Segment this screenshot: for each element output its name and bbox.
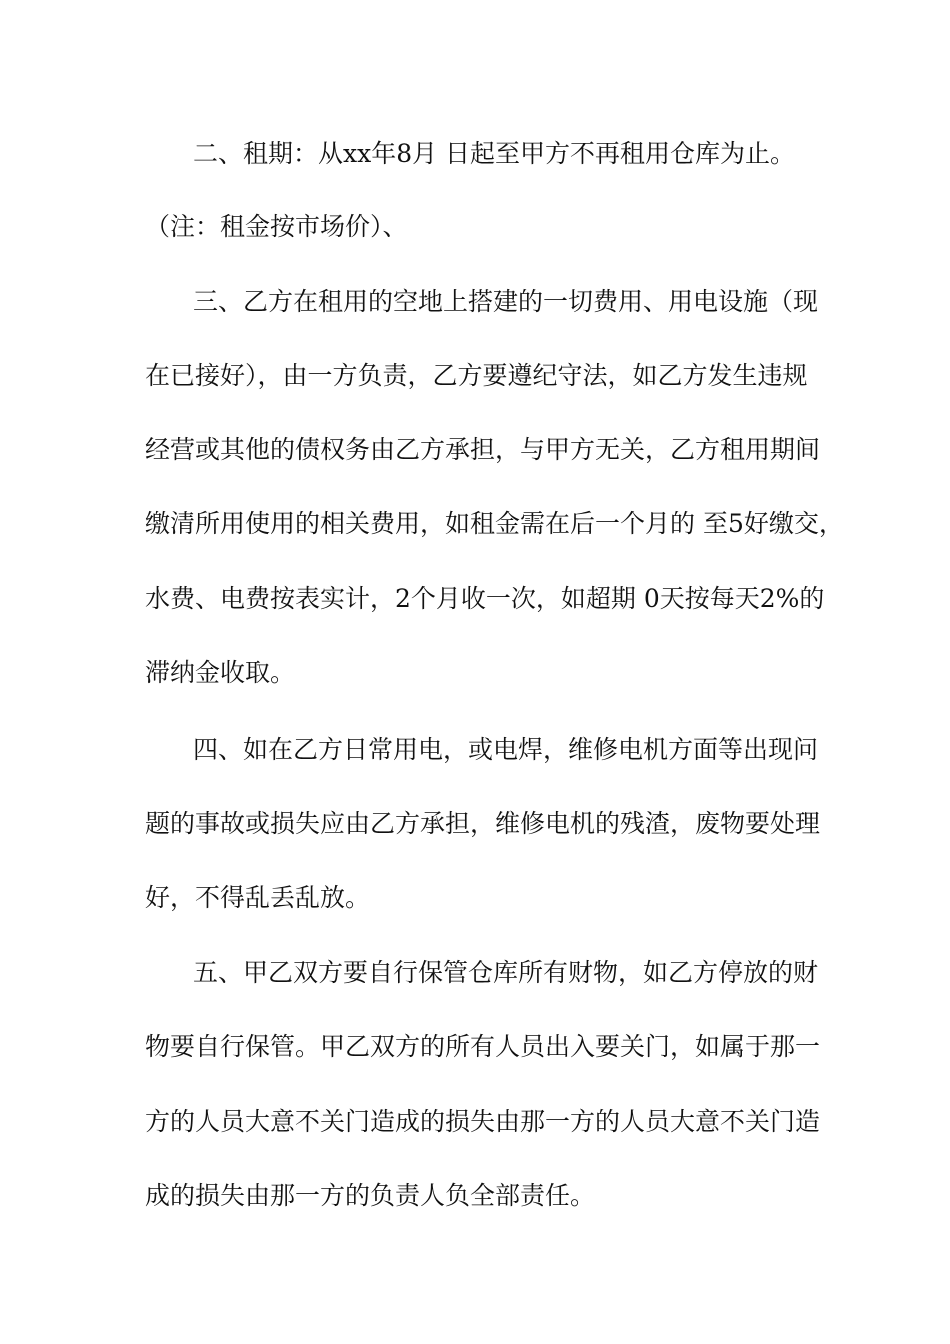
clause-5-line-1: 五、甲乙双方要自行保管仓库所有财物，如乙方停放的财 <box>193 958 819 987</box>
clause-3-line-4: 缴清所用使用的相关费用，如租金需在后一个月的 至5好缴交， <box>145 509 844 538</box>
clause-5-line-3: 方的人员大意不关门造成的损失由那一方的人员大意不关门造 <box>145 1107 821 1136</box>
clause-3-line-1: 三、乙方在租用的空地上搭建的一切费用、用电设施（现 <box>193 287 819 316</box>
clause-5-line-4: 成的损失由那一方的负责人负全部责任。 <box>145 1181 596 1210</box>
clause-2-line-1: 二、租期：从xx年8月 日起至甲方不再租用仓库为止。 <box>193 139 796 168</box>
clause-5-line-2: 物要自行保管。甲乙双方的所有人员出入要关门，如属于那一 <box>145 1032 821 1061</box>
clause-4-line-3: 好，不得乱丢乱放。 <box>145 883 371 912</box>
clause-4-line-1: 四、如在乙方日常用电，或电焊，维修电机方面等出现问 <box>193 735 819 764</box>
clause-3-line-6: 滞纳金收取。 <box>145 658 296 687</box>
note-line: （注：租金按市场价）、 <box>145 212 408 241</box>
clause-4-line-2: 题的事故或损失应由乙方承担，维修电机的残渣，废物要处理 <box>145 809 821 838</box>
clause-3-line-3: 经营或其他的债权务由乙方承担，与甲方无关，乙方租用期间 <box>145 435 821 464</box>
clause-3-line-5: 水费、电费按表实计，2个月收一次，如超期 0天按每天2%的 <box>145 584 825 613</box>
clause-3-line-2: 在已接好），由一方负责，乙方要遵纪守法，如乙方发生违规 <box>145 361 808 390</box>
